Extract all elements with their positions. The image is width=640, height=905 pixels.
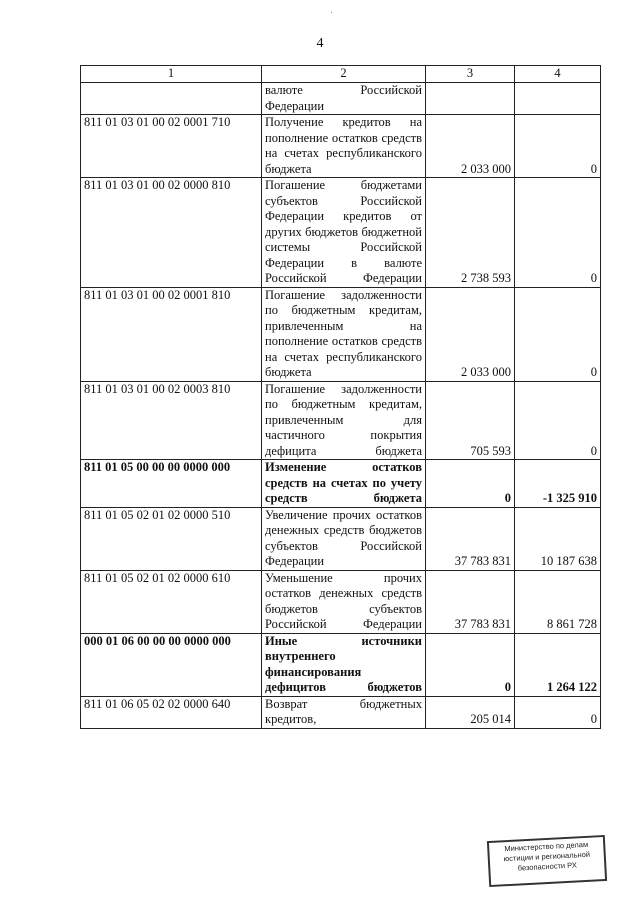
column-header: 4 xyxy=(515,66,601,83)
row-value-col3: 2 033 000 xyxy=(426,287,515,381)
row-code: 811 01 03 01 00 02 0003 810 xyxy=(81,381,262,460)
row-value-col3: 205 014 xyxy=(426,696,515,728)
budget-sources-table xyxy=(80,65,601,729)
row-value-col3: 0 xyxy=(426,633,515,696)
table-row xyxy=(81,696,601,728)
table-row xyxy=(81,507,601,570)
row-description: Изменение остатков средств на счетах по учету средств бюджета xyxy=(262,460,426,508)
row-description: валюте Российской Федерации xyxy=(262,83,426,115)
table-row xyxy=(81,287,601,381)
row-code: 811 01 05 02 01 02 0000 610 xyxy=(81,570,262,633)
row-value-col3: 2 033 000 xyxy=(426,115,515,178)
row-value-col3: 2 738 593 xyxy=(426,178,515,288)
table-row xyxy=(81,83,601,115)
stamp-line: Министерство по делам xyxy=(504,839,589,854)
row-value-col3: 37 783 831 xyxy=(426,570,515,633)
row-description: Погашение бюджетами субъектов Российской Федерации кредитов от других бюджетов бюджетной системы Российской Федерации в валюте Российской Федерации xyxy=(262,178,426,288)
row-value-col4: 8 861 728 xyxy=(515,570,601,633)
row-code: 811 01 06 05 02 02 0000 640 xyxy=(81,696,262,728)
row-value-col4: 0 xyxy=(515,287,601,381)
row-code: 000 01 06 00 00 00 0000 000 xyxy=(81,633,262,696)
table-row-total xyxy=(81,633,601,696)
row-description: Получение кредитов на пополнение остатков средств на счетах республиканского бюджета xyxy=(262,115,426,178)
row-code: 811 01 05 02 01 02 0000 510 xyxy=(81,507,262,570)
page-number: 4 xyxy=(316,36,324,51)
column-header: 1 xyxy=(81,66,262,83)
row-value-col4: 0 xyxy=(515,178,601,288)
scan-speck xyxy=(331,12,332,13)
row-value-col4: 0 xyxy=(515,696,601,728)
row-value-col4: 1 264 122 xyxy=(515,633,601,696)
row-code xyxy=(81,83,262,115)
row-value-col4: 0 xyxy=(515,381,601,460)
row-value-col4 xyxy=(515,83,601,115)
column-header: 2 xyxy=(262,66,426,83)
row-value-col4: 0 xyxy=(515,115,601,178)
row-value-col3: 0 xyxy=(426,460,515,508)
table-header-row xyxy=(81,66,601,83)
table-row xyxy=(81,570,601,633)
row-code: 811 01 03 01 00 02 0000 810 xyxy=(81,178,262,288)
row-description: Уменьшение прочих остатков денежных средств бюджетов субъектов Российской Федерации xyxy=(262,570,426,633)
row-description: Погашение задолженности по бюджетным кредитам, привлеченным на пополнение остатков средств на счетах республиканского бюджета xyxy=(262,287,426,381)
row-description: Иные источники внутреннего финансирования дефицитов бюджетов xyxy=(262,633,426,696)
table-row xyxy=(81,381,601,460)
table-row xyxy=(81,178,601,288)
row-value-col3: 705 593 xyxy=(426,381,515,460)
row-description: Возврат бюджетных кредитов, xyxy=(262,696,426,728)
table-row-total xyxy=(81,460,601,508)
stamp-line: юстиции и региональной xyxy=(503,849,591,864)
table-row xyxy=(81,115,601,178)
row-description: Погашение задолженности по бюджетным кредитам, привлеченным для частичного покрытия дефицита бюджета xyxy=(262,381,426,460)
row-value-col4: 10 187 638 xyxy=(515,507,601,570)
row-code: 811 01 05 00 00 00 0000 000 xyxy=(81,460,262,508)
stamp-line: безопасности РХ xyxy=(517,860,578,873)
row-value-col3: 37 783 831 xyxy=(426,507,515,570)
row-code: 811 01 03 01 00 02 0001 710 xyxy=(81,115,262,178)
row-value-col4: -1 325 910 xyxy=(515,460,601,508)
row-description: Увеличение прочих остатков денежных средств бюджетов субъектов Российской Федерации xyxy=(262,507,426,570)
row-code: 811 01 03 01 00 02 0001 810 xyxy=(81,287,262,381)
ministry-stamp xyxy=(487,835,607,887)
row-value-col3 xyxy=(426,83,515,115)
column-header: 3 xyxy=(426,66,515,83)
